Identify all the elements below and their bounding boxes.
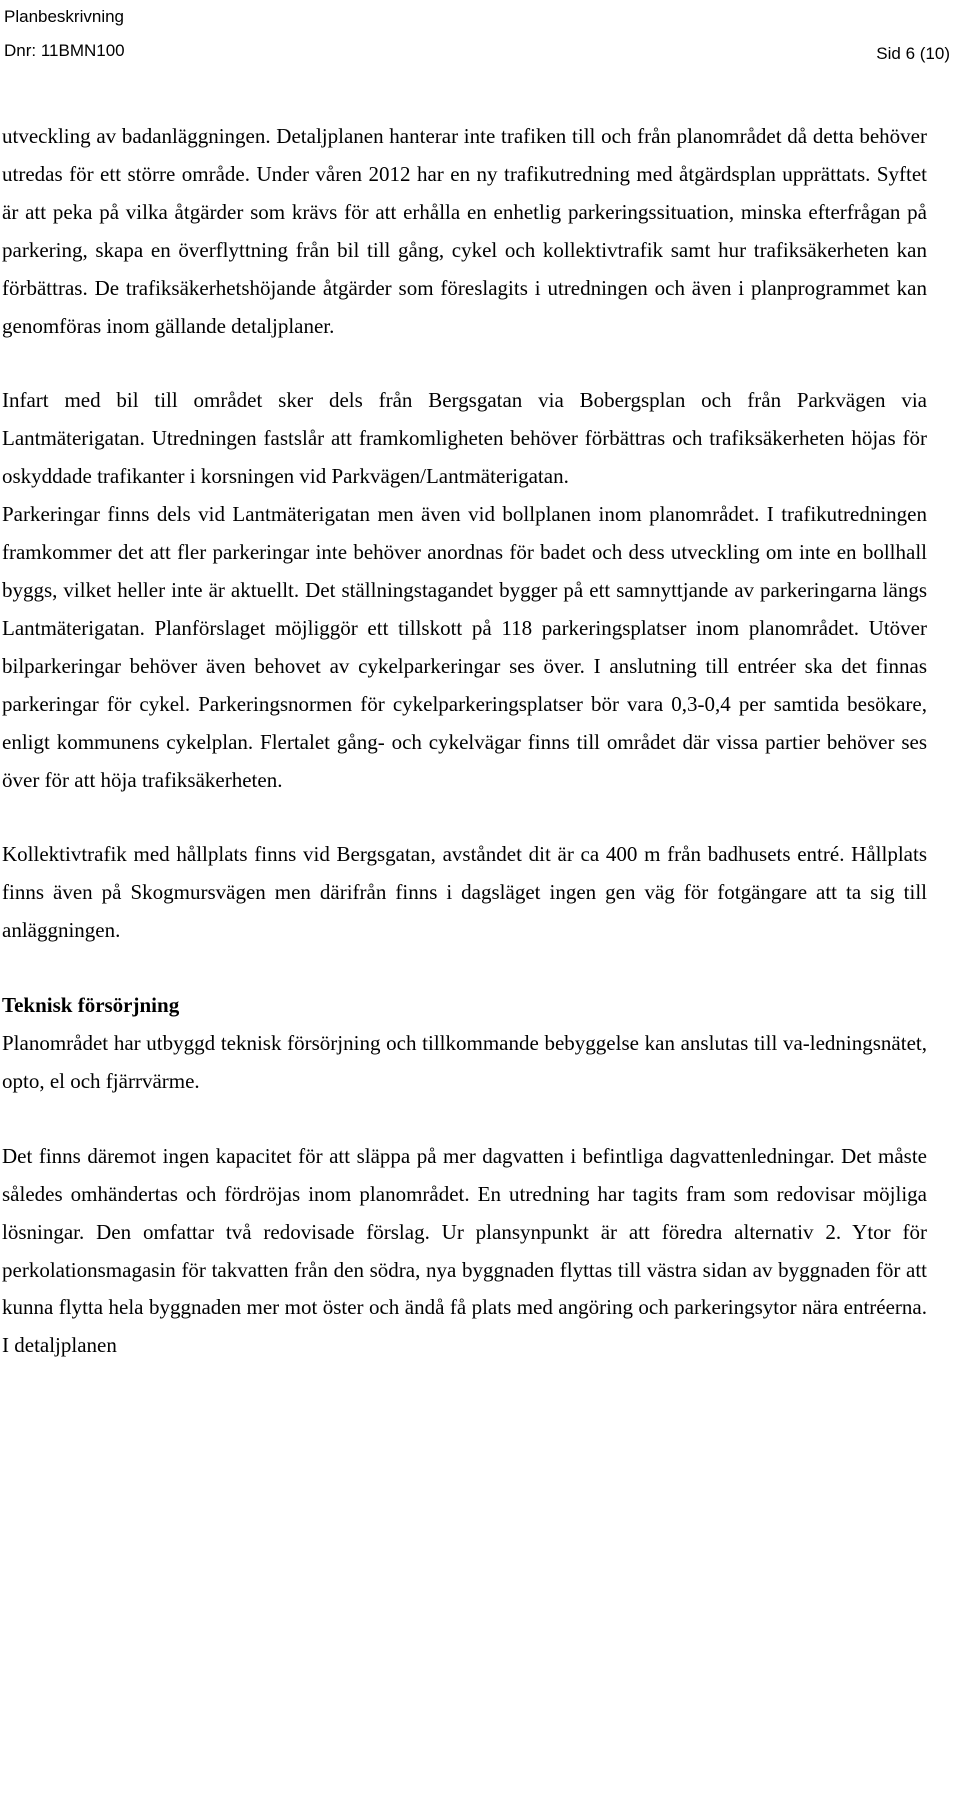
page-header [0,0,960,80]
paragraph-infart: Infart med bil till området sker dels från Bergsgatan via Bobergsplan och från Parkvägen via Lantmäterigatan. Utredningen fastslår att framkomligheten behöver förbättras och trafiksäkerheten höjas för oskyddade trafikanter i korsningen vid Parkvägen/Lantmäterigatan. [2,388,927,489]
section-heading-teknisk-forsorjning: Teknisk försörjning [2,993,180,1018]
paragraph-teknisk-forsorjning: Planområdet har utbyggd teknisk försörjning och tillkommande bebyggelse kan anslutas till va-ledningsnätet, opto, el och fjärrvärme. [2,1031,927,1093]
document-title: Planbeskrivning [4,7,125,26]
document-body [2,118,927,1365]
paragraph-parkeringar: Parkeringar finns dels vid Lantmäterigatan men även vid bollplanen inom planområdet. I trafikutredningen framkommer det att fler parkeringar inte behöver anordnas för badet och dess utveckling om inte en bollhall byggs, vilket heller inte är aktuellt. Det ställningstagandet bygger på ett samnyttjande av parkeringarna längs Lantmäterigatan. Planförslaget möjliggör ett tillskott på 118 parkeringsplatser inom planområdet. Utöver bilparkeringar behöver även behovet av cykelparkeringar ses över. I anslutning till entréer ska det finnas parkeringar för cykel. Parkeringsnormen för cykelparkeringsplatser bör vara 0,3-0,4 per samtida besökare, enligt kommunens cykelplan. Flertalet gång- och cykelvägar finns till området där vissa partier behöver ses över för att höja trafiksäkerheten. [2,502,927,792]
paragraph-dagvatten: Det finns däremot ingen kapacitet för att släppa på mer dagvatten i befintliga dagvattenledningar. Det måste således omhändertas och fördröjas inom planområdet. En utredning har tagits fram som redovisar möjliga lösningar. Den omfattar två redovisade förslag. Ur plansynpunkt är att föredra alternativ 2. Ytor för perkolationsmagasin för takvatten från den södra, nya byggnaden flyttas till västra sidan av byggnaden för att kunna flytta hela byggnaden mer mot öster och ändå få plats med angöring och parkeringsytor nära entréerna. I detaljplanen [2,1143,927,1358]
document-number: Dnr: 11BMN100 [4,41,125,60]
page-number: Sid 6 (10) [876,44,950,63]
paragraph-kollektivtrafik: Kollektivtrafik med hållplats finns vid Bergsgatan, avståndet dit är ca 400 m från badhusets entré. Hållplats finns även på Skogmursvägen men därifrån finns i dagsläget ingen gen väg för fotgängare att ta sig till anläggningen. [2,842,927,943]
paragraph-trafikutredning: utveckling av badanläggningen. Detaljplanen hanterar inte trafiken till och från planområdet då detta behöver utredas för ett större område. Under våren 2012 har en ny trafikutredning med åtgärdsplan upprättats. Syftet är att peka på vilka åtgärder som krävs för att erhålla en enhetlig parkeringssituation, minska efterfrågan på parkering, skapa en överflyttning från bil till gång, cykel och kollektivtrafik samt hur trafiksäkerheten kan förbättras. De trafiksäkerhetshöjande åtgärder som föreslagits i utredningen och även i planprogrammet kan genomföras inom gällande detaljplaner. [2,124,927,338]
